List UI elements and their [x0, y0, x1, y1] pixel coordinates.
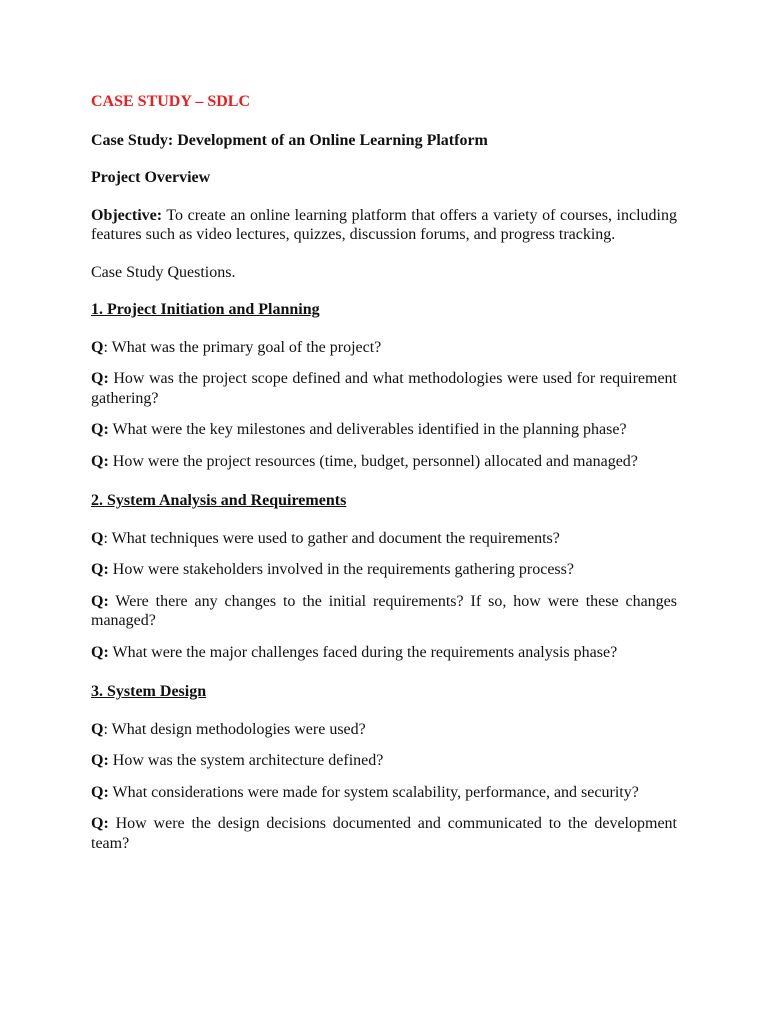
section-heading: 1. Project Initiation and Planning — [91, 301, 320, 318]
question-text: How were the design decisions documented and communicated to the development team? — [91, 815, 677, 852]
question-text: What considerations were made for system scalability, performance, and security? — [108, 783, 639, 801]
project-overview-heading: Project Overview — [91, 169, 211, 186]
question-text: What were the major challenges faced during the requirements analysis phase? — [108, 643, 618, 661]
objective-text: To create an online learning platform that offers a variety of courses, including features such as video lectures, quizzes, discussion forums, and progress tracking. — [91, 206, 677, 243]
question-item — [91, 720, 677, 740]
question-item — [91, 338, 677, 358]
question-text: How were the project resources (time, budget, personnel) allocated and managed? — [108, 452, 638, 470]
question-item — [91, 529, 677, 549]
question-label: Q — [91, 529, 104, 547]
question-item — [91, 420, 677, 440]
question-label: Q: — [91, 370, 109, 387]
question-item — [91, 643, 677, 663]
question-text: What were the key milestones and deliverables identified in the planning phase? — [108, 421, 627, 438]
question-label: Q: — [91, 561, 109, 578]
section-system-analysis — [91, 491, 677, 662]
question-item — [91, 560, 677, 580]
question-label: Q: — [91, 452, 109, 470]
question-item — [91, 592, 677, 631]
question-label: Q: — [91, 421, 109, 438]
section-heading: 2. System Analysis and Requirements — [91, 492, 347, 509]
question-item — [91, 751, 677, 771]
question-item — [91, 783, 677, 803]
question-label: Q: — [91, 592, 109, 610]
question-label: Q — [91, 338, 104, 356]
question-text: : What was the primary goal of the project? — [103, 338, 382, 356]
question-item — [91, 814, 677, 853]
question-text: : What techniques were used to gather and document the requirements? — [103, 529, 560, 547]
question-item — [91, 452, 677, 472]
objective-paragraph — [91, 206, 677, 245]
question-item — [91, 369, 677, 408]
question-label: Q — [91, 720, 104, 738]
question-label: Q: — [91, 815, 109, 832]
section-system-design — [91, 682, 677, 853]
section-heading: 3. System Design — [91, 683, 207, 700]
question-label: Q: — [91, 783, 109, 801]
question-text: How was the system architecture defined? — [108, 752, 384, 769]
question-text: How were stakeholders involved in the requirements gathering process? — [108, 561, 574, 578]
question-text: How was the project scope defined and what methodologies were used for requirement gathering? — [91, 370, 677, 407]
case-study-subtitle: Case Study: Development of an Online Learning Platform — [91, 131, 488, 149]
questions-intro: Case Study Questions. — [91, 263, 236, 281]
section-project-initiation — [91, 300, 677, 471]
document-body — [91, 92, 677, 873]
question-label: Q: — [91, 752, 109, 769]
question-label: Q: — [91, 643, 109, 661]
document-title: CASE STUDY – SDLC — [91, 93, 250, 110]
question-text: : What design methodologies were used? — [103, 720, 366, 738]
objective-label: Objective: — [91, 206, 163, 224]
question-text: Were there any changes to the initial requirements? If so, how were these changes managed? — [91, 592, 677, 629]
